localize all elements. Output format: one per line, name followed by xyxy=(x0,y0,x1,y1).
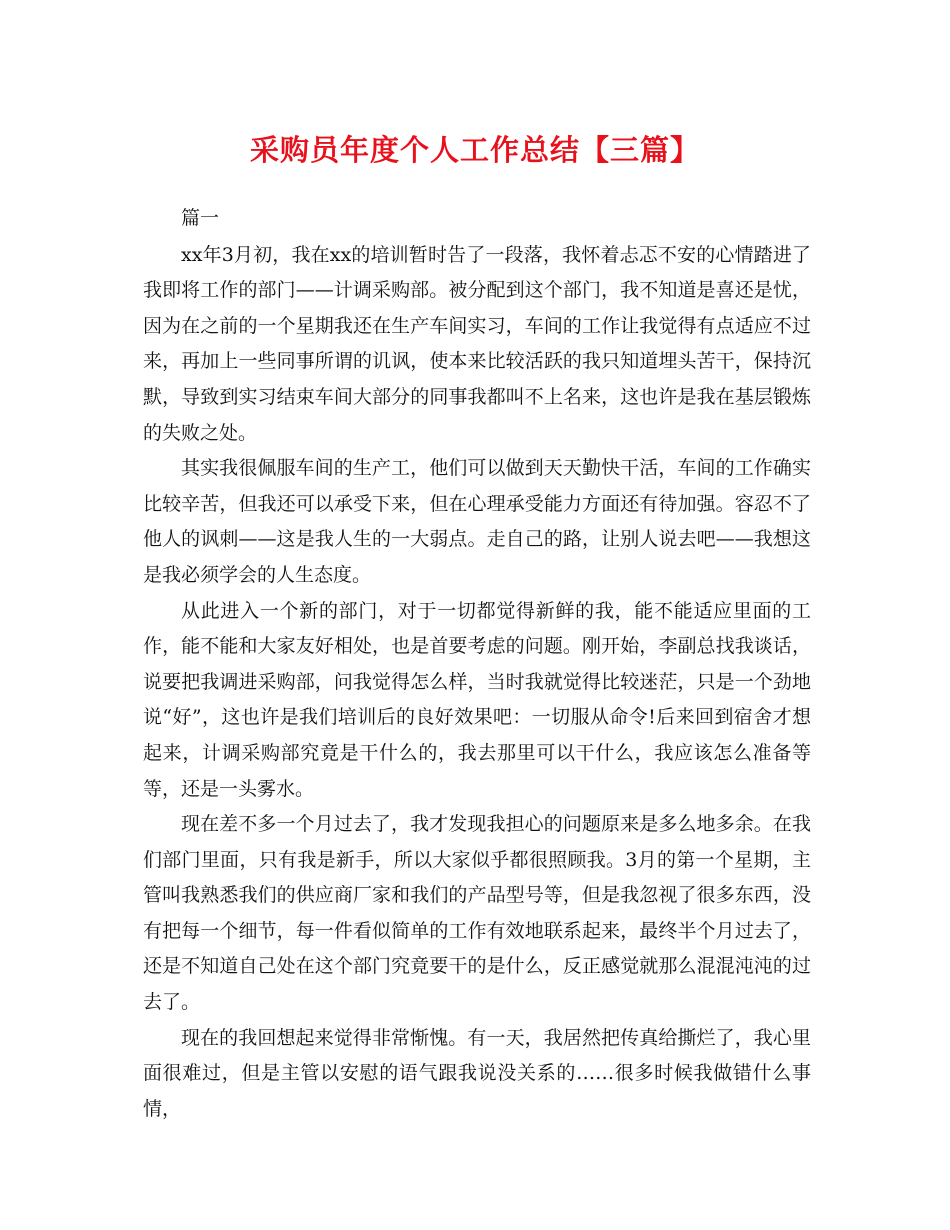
section-heading: 篇一 xyxy=(181,207,220,229)
paragraph-1: xx年3月初，我在xx的培训暂时告了一段落，我怀着忐忑不安的心情踏进了我即将工作的部门——计调采购部。被分配到这个部门，我不知道是喜还是忧，因为在之前的一个星期我还在生产车间实习，车间的工作让我觉得有点适应不过来，再加上一些同事所谓的讥讽，使本来比较活跃的我只知道埋头苦干，保持沉默，导致到实习结束车间大部分的同事我都叫不上名来，这也许是我在基层锻炼的失败之处。 xyxy=(143,243,811,444)
paragraph-2: 其实我很佩服车间的生产工，他们可以做到天天勤快干活，车间的工作确实比较辛苦，但我还可以承受下来，但在心理承受能力方面还有待加强。容忍不了他人的讽刺——这是我人生的一大弱点。走自己的路，让别人说去吧——我想这是我必须学会的人生态度。 xyxy=(143,457,811,586)
paragraph-3: 从此进入一个新的部门，对于一切都觉得新鲜的我，能不能适应里面的工作，能不能和大家友好相处，也是首要考虑的问题。刚开始，李副总找我谈话，说要把我调进采购部，问我觉得怎么样，当时我就觉得比较迷茫，只是一个劲地说“好”，这也许是我们培训后的良好效果吧：一切服从命令!后来回到宿舍才想起来，计调采购部究竟是干什么的，我去那里可以干什么，我应该怎么准备等等，还是一头雾水。 xyxy=(143,599,811,800)
document-body xyxy=(143,201,811,1127)
paragraph-5: 现在的我回想起来觉得非常惭愧。有一天，我居然把传真给撕烂了，我心里面很难过，但是主管以安慰的语气跟我说没关系的……很多时候我做错什么事情， xyxy=(143,1026,811,1120)
document-title: 采购员年度个人工作总结【三篇】 xyxy=(249,133,700,167)
paragraph-4: 现在差不多一个月过去了，我才发现我担心的问题原来是多么地多余。在我们部门里面，只有我是新手，所以大家似乎都很照顾我。3月的第一个星期，主管叫我熟悉我们的供应商厂家和我们的产品型号等，但是我忽视了很多东西，没有把每一个细节，每一件看似简单的工作有效地联系起来，最终半个月过去了，还是不知道自己处在这个部门究竟要干的是什么，反正感觉就那么混混沌沌的过去了。 xyxy=(143,813,811,1014)
